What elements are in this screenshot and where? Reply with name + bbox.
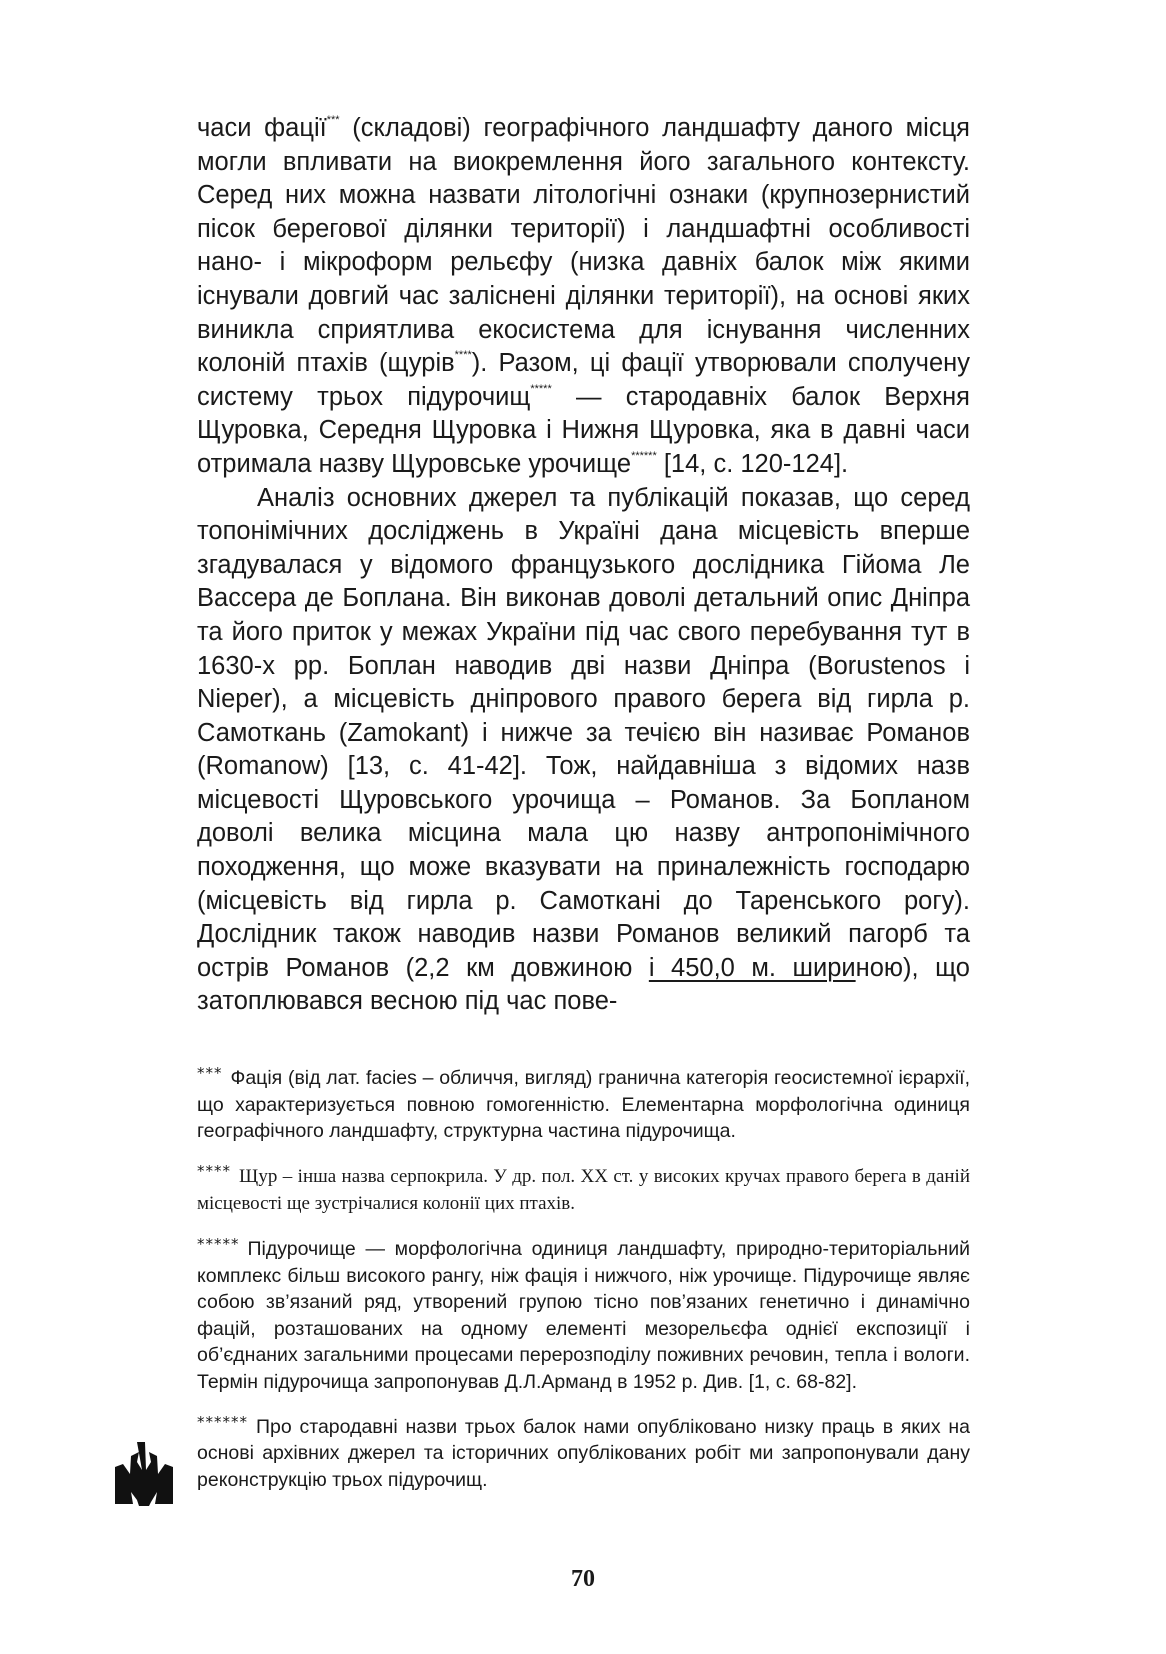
footnote-ref: ***** — [530, 382, 552, 395]
footnote-text: Фація (від лат. facies – обличчя, вигляд) гранична категорія геосистемної ієрархії, що характеризується повною гомогенністю. Елементарна морфологічна одиниця географічного ландшафту, структурна частина підурочища. — [197, 1067, 970, 1143]
footnote-2 — [197, 1158, 970, 1218]
text-run: Аналіз основних джерел та публікацій показав, що серед топонімічних досліджень в Україні дана місцевість вперше згадувалася у відомого французького дослідника Гійома Ле Вассера де Боплана. Він виконав доволі детальний опис Дніпра та його приток у межах України під час свого перебування тут в 1630-х рр. Боплан наводив дві назви Дніпра (Borustenos і Nieper), а місцевість дніпрового правого берега від гирла р. Самоткань (Zamokant) і нижче за течією він називає Романов (Romanow) [13, с. 41-42]. Тож, найдавніша з відомих назв місцевості Щуровського урочища – Романов. За Бопланом доволі велика місцина мала цю назву антропонімічного походження, що може вказувати на приналежність господарю (місцевість від гирла р. Самоткані до Таренського рогу). Дослідник також наводив назви Романов великий пагорб та острів Романов (2,2 км довжиною — [197, 483, 970, 982]
footnote-3 — [197, 1231, 970, 1396]
footnote-text: Підурочище — морфологічна одиниця ландшафту, природно-територіальний комплекс більш високого рангу, ніж фація і нижчого, ніж урочище. Підурочище являє собою зв’язаний ряд, утворений групою тісно пов’язаних генетично і динамічно фацій, розташованих на одному елементі мезорельєфа однієї експозиції і об’єднаних загальними процесами перерозподілу поживних речовин, тепла і вологи. Термін підурочища запропонував Д.Л.Арманд в 1952 р. Див. [1, с. 68-82]. — [197, 1237, 970, 1393]
publisher-logo-icon — [113, 1440, 175, 1508]
footnote-ref: **** — [454, 349, 472, 362]
footnote-mark: ****** — [197, 1412, 248, 1431]
text-run: (складові) географічного ландшафту даного місця могли впливати на виокремлення його загального контексту. Серед них можна назвати літологічні ознаки (крупнозернистий пісок берегової ділянки території) і ландшафтні особливості нано- і мікроформ рельєфу (низка давніх балок між якими існували довгий час заліснені ділянки території), на основі яких виникла сприятлива екосистема для існування численних колоній птахів (щурів — [197, 114, 970, 378]
footnote-4 — [197, 1409, 970, 1494]
text-run: часи фації — [197, 114, 327, 142]
footnote-text: Щур – інша назва серпокрила. У др. пол. ХХ ст. у високих кручах правого берега в даній місцевості ще зустрічалися колонії цих птахів. — [197, 1165, 970, 1215]
footnote-mark: ***** — [197, 1234, 240, 1253]
footnote-ref: *** — [326, 114, 340, 126]
paragraph-2 — [197, 482, 970, 1020]
underlined-text: і 450,0 м. шири — [648, 953, 856, 982]
footnote-1 — [197, 1060, 970, 1145]
paragraph-1 — [197, 112, 970, 482]
footnote-mark: *** — [197, 1064, 223, 1082]
text-run: [14, с. 120-124]. — [656, 449, 849, 478]
footnote-mark: **** — [197, 1161, 231, 1180]
footnote-ref: ****** — [631, 449, 657, 462]
main-text — [197, 112, 970, 1019]
text-run: — стародавніх балок Верхня Щуровка, Середня Щуровка і Нижня Щуровка, яка в давні часи отримала назву Щуровське урочище — [197, 382, 970, 478]
footnote-text: Про стародавні назви трьох балок нами опубліковано низку праць в яких на основі архівних джерел та історичних опублікованих робіт ми запропонували дану реконструкцію трьох підурочищ. — [197, 1415, 970, 1491]
footnotes — [197, 1060, 970, 1506]
text-run: ною), що затоплювався весною під час пове- — [197, 953, 970, 1016]
page-number: 70 — [571, 1566, 595, 1592]
text-run: ). Разом, ці фації утворювали сполучену систему трьох підурочищ — [197, 349, 970, 411]
